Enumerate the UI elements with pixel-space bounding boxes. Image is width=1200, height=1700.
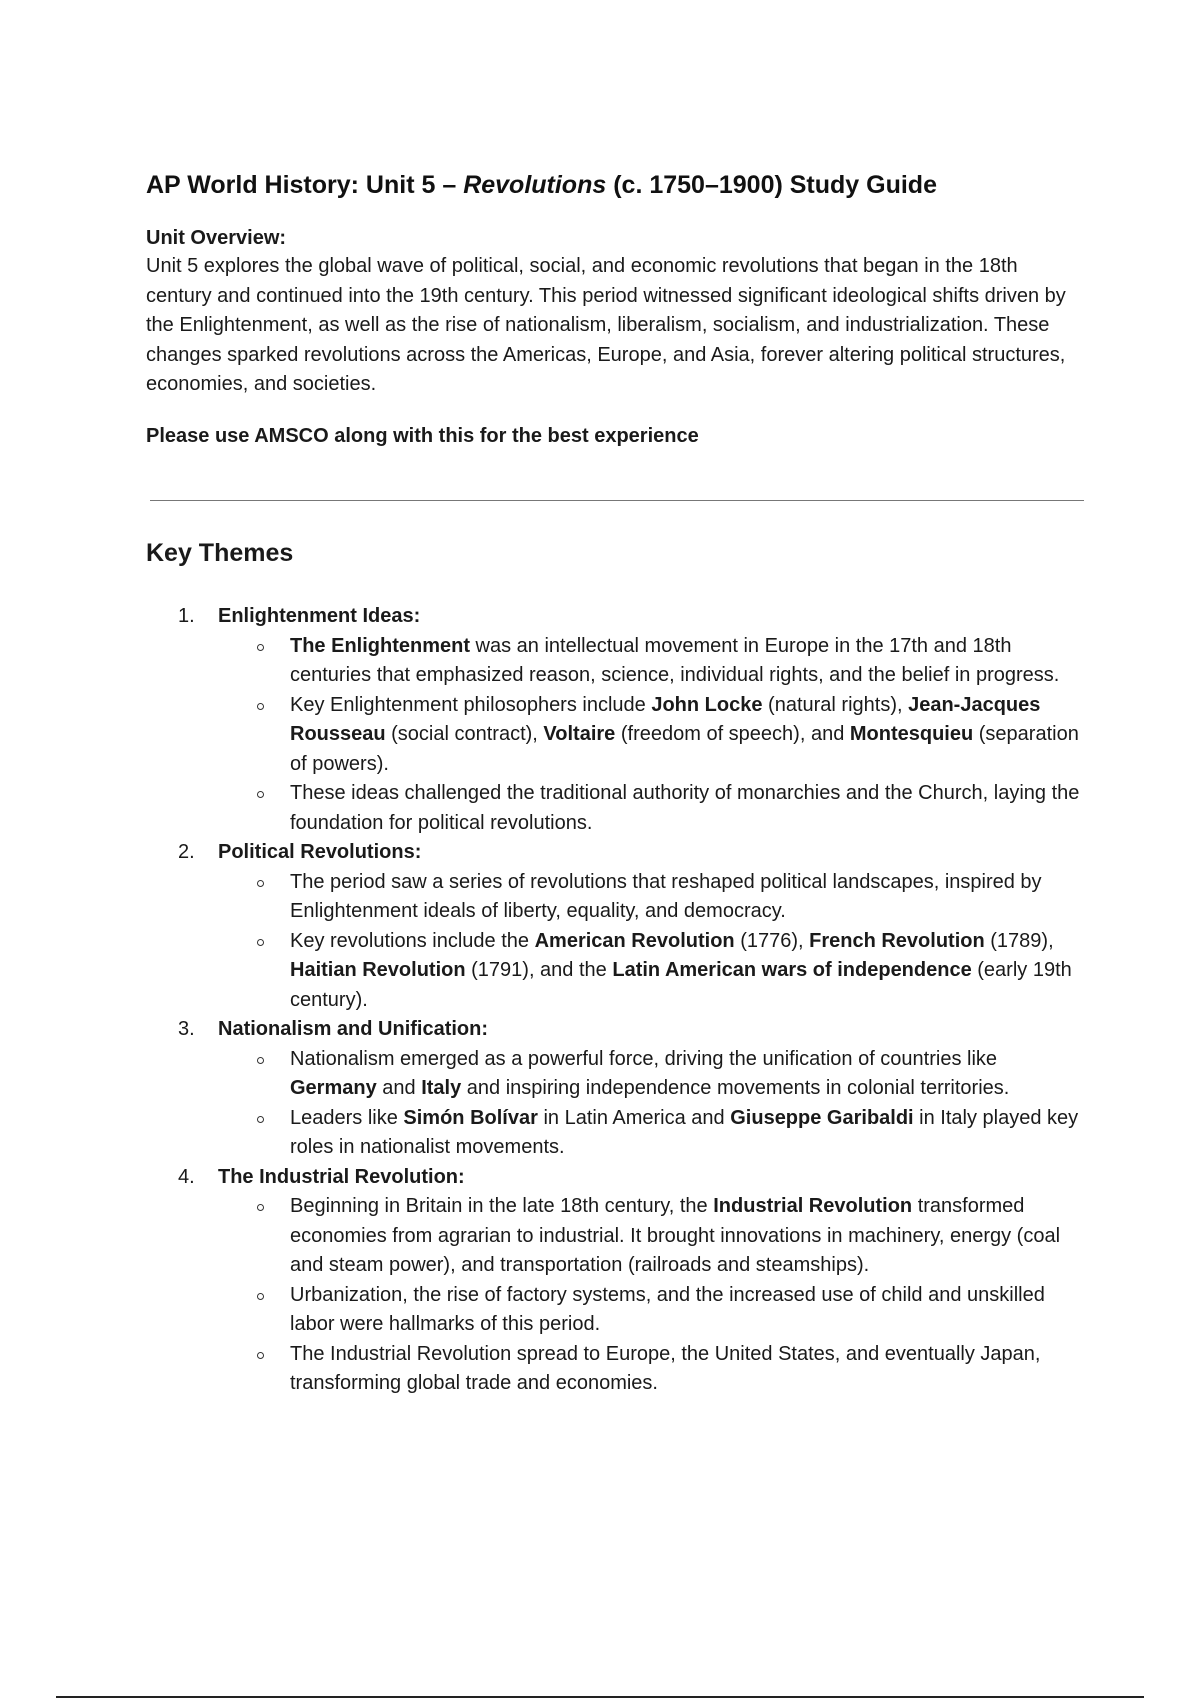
theme-title: Enlightenment Ideas: bbox=[218, 605, 421, 627]
bold-term: John Locke bbox=[651, 693, 763, 716]
point-text: The period saw a series of revolutions that reshaped political landscapes, inspired by Enlightenment ideals of liberty, equality, and democracy. bbox=[290, 870, 1042, 922]
point-text: These ideas challenged the traditional authority of monarchies and the Church, laying the foundation for political revolutions. bbox=[290, 782, 1080, 834]
point-text: Nationalism emerged as a powerful force, driving the unification of countries like bbox=[290, 1047, 998, 1070]
page-title bbox=[146, 170, 1086, 200]
title-suffix: (c. 1750–1900) Study Guide bbox=[606, 171, 937, 199]
overview-paragraph: Unit 5 explores the global wave of political, social, and economic revolutions that began in the 18th century and continued into the 19th century. This period witnessed significant ideological shifts driven by the Enlightenment, as well as the rise of nationalism, liberalism, socialism, and industrialization. These changes sparked revolutions across the Americas, Europe, and Asia, forever altering political structures, economies, and societies. bbox=[146, 255, 1066, 395]
point-text: (early 19th century). bbox=[290, 959, 1072, 1011]
point-text: (1791), and the bbox=[465, 959, 613, 981]
bold-term: Jean-Jacques Rousseau bbox=[290, 693, 1041, 745]
hollow-circle-bullet-icon bbox=[257, 1116, 264, 1123]
hollow-circle-bullet-icon bbox=[257, 791, 264, 798]
theme-title: Political Revolutions: bbox=[218, 841, 422, 863]
theme-title: The Industrial Revolution: bbox=[218, 1165, 465, 1188]
document-page bbox=[146, 170, 1086, 1394]
hollow-circle-bullet-icon bbox=[257, 880, 264, 887]
theme-item bbox=[146, 1015, 1086, 1163]
point-text: and bbox=[376, 1077, 422, 1099]
theme-points bbox=[218, 632, 1086, 839]
theme-number: 1. bbox=[178, 605, 195, 627]
point-text: (freedom of speech), and bbox=[615, 723, 850, 745]
theme-item bbox=[146, 838, 1086, 1015]
hollow-circle-bullet-icon bbox=[257, 703, 264, 710]
bold-term: Voltaire bbox=[543, 723, 616, 745]
point-text: Key revolutions include the bbox=[290, 929, 535, 952]
theme-points bbox=[218, 868, 1086, 1016]
theme-point bbox=[218, 1045, 1086, 1104]
bold-term: The Enlightenment bbox=[290, 634, 470, 657]
bold-term: Germany bbox=[290, 1077, 377, 1099]
point-text: was an intellectual movement in Europe in the 17th and 18th centuries that emphasized reason, science, individual rights, and the belief in progress. bbox=[290, 634, 1060, 686]
point-text: Leaders like bbox=[290, 1106, 404, 1129]
key-themes-list bbox=[146, 602, 1086, 1399]
theme-point bbox=[218, 927, 1086, 1016]
amsco-note: Please use AMSCO along with this for the best experience bbox=[146, 424, 699, 447]
bold-term: Giuseppe Garibaldi bbox=[730, 1106, 914, 1129]
point-text: and inspiring independence movements in colonial territories. bbox=[461, 1077, 1010, 1099]
theme-number: 3. bbox=[178, 1018, 195, 1040]
bold-term: Montesquieu bbox=[849, 723, 974, 745]
theme-point bbox=[218, 1104, 1086, 1163]
bold-term: American Revolution bbox=[534, 929, 735, 952]
point-text: Urbanization, the rise of factory systems, and the increased use of child and unskilled labor were hallmarks of this period. bbox=[290, 1283, 1045, 1335]
bold-term: Italy bbox=[421, 1077, 462, 1099]
theme-point bbox=[218, 691, 1086, 780]
theme-point bbox=[218, 868, 1086, 927]
hollow-circle-bullet-icon bbox=[257, 939, 264, 946]
theme-points bbox=[218, 1192, 1086, 1399]
theme-points bbox=[218, 1045, 1086, 1163]
point-text: in Italy played key roles in nationalist movements. bbox=[290, 1106, 1079, 1158]
theme-item bbox=[146, 602, 1086, 838]
point-text: Key Enlightenment philosophers include bbox=[290, 693, 652, 716]
bold-term: Industrial Revolution bbox=[713, 1195, 913, 1217]
point-text: The Industrial Revolution spread to Europe, the United States, and eventually Japan, transforming global trade and economies. bbox=[290, 1342, 1041, 1394]
theme-point bbox=[218, 1340, 1086, 1399]
hollow-circle-bullet-icon bbox=[257, 1057, 264, 1064]
point-text: (separation of powers). bbox=[290, 723, 1079, 775]
theme-point bbox=[218, 1192, 1086, 1281]
hollow-circle-bullet-icon bbox=[257, 1204, 264, 1211]
theme-item bbox=[146, 1163, 1086, 1399]
key-themes-heading: Key Themes bbox=[146, 539, 294, 567]
hollow-circle-bullet-icon bbox=[257, 1293, 264, 1300]
bold-term: Haitian Revolution bbox=[290, 959, 466, 981]
title-italic: Revolutions bbox=[463, 171, 607, 199]
hollow-circle-bullet-icon bbox=[257, 1352, 264, 1359]
point-text: (social contract), bbox=[385, 723, 544, 745]
point-text: (1789), bbox=[984, 929, 1054, 952]
bold-term: Simón Bolívar bbox=[403, 1106, 538, 1129]
bold-term: Latin American wars of independence bbox=[612, 959, 972, 981]
theme-point bbox=[218, 1281, 1086, 1340]
overview-heading: Unit Overview: bbox=[146, 227, 287, 249]
page-bottom-border bbox=[56, 1696, 1144, 1698]
theme-number: 4. bbox=[178, 1165, 195, 1188]
theme-number: 2. bbox=[178, 841, 195, 863]
hollow-circle-bullet-icon bbox=[257, 644, 264, 651]
point-text: transformed economies from agrarian to industrial. It brought innovations in machinery, energy (coal and steam power), and transportation (railroads and steamships). bbox=[290, 1195, 1061, 1276]
bold-term: French Revolution bbox=[809, 929, 985, 952]
theme-title: Nationalism and Unification: bbox=[218, 1018, 489, 1040]
theme-point bbox=[218, 779, 1086, 838]
theme-point bbox=[218, 632, 1086, 691]
point-text: in Latin America and bbox=[537, 1106, 731, 1129]
horizontal-divider bbox=[150, 500, 1084, 501]
point-text: (natural rights), bbox=[762, 693, 909, 716]
title-prefix: AP World History: Unit 5 – bbox=[146, 171, 464, 199]
point-text: Beginning in Britain in the late 18th century, the bbox=[290, 1195, 714, 1217]
point-text: (1776), bbox=[734, 929, 810, 952]
